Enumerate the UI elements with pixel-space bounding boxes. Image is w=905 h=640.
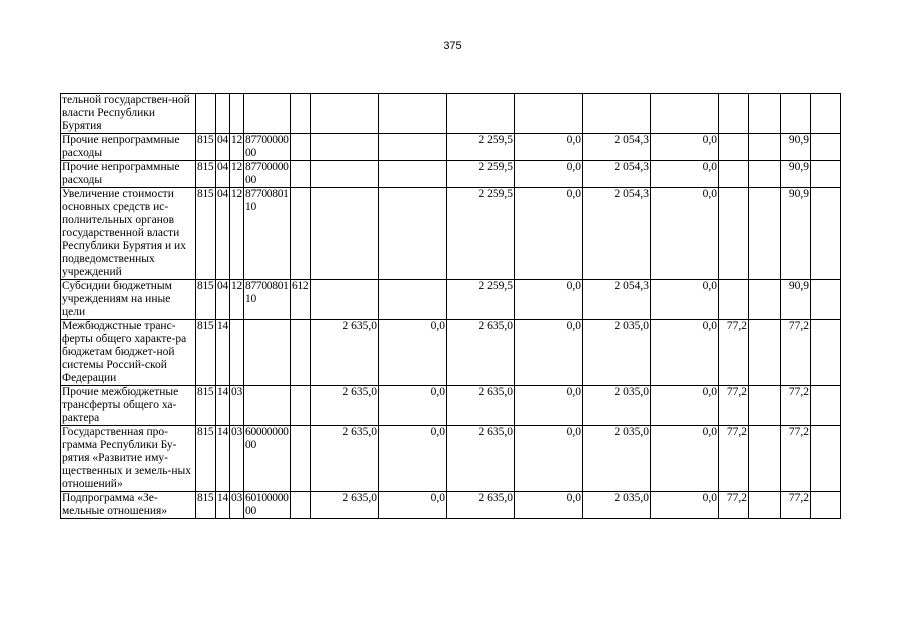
- cell-v3: 2 259,5: [447, 188, 515, 280]
- cell-v6: [651, 94, 719, 134]
- cell-v3: 2 635,0: [447, 492, 515, 519]
- cell-c3: [230, 320, 244, 386]
- cell-c3: 03: [230, 492, 244, 519]
- cell-c4: 8770080110: [244, 188, 291, 280]
- table-body: [61, 94, 841, 519]
- cell-v7: 77,2: [719, 386, 749, 426]
- cell-v5: 2 035,0: [583, 320, 651, 386]
- cell-v1: 2 635,0: [311, 386, 379, 426]
- cell-v3: 2 635,0: [447, 320, 515, 386]
- cell-c5: [291, 134, 311, 161]
- cell-pad: [749, 320, 781, 386]
- cell-c1: 815: [196, 386, 216, 426]
- cell-pad: [749, 188, 781, 280]
- cell-v6: 0,0: [651, 280, 719, 320]
- cell-pad: [749, 280, 781, 320]
- cell-tail: [811, 320, 841, 386]
- cell-name: Прочие непрограммные расходы: [61, 134, 196, 161]
- cell-name: Государственная про-грамма Республики Бу-рятия «Развитие иму-щественных и земель-ных отношений»: [61, 426, 196, 492]
- cell-c1: 815: [196, 188, 216, 280]
- cell-v4: 0,0: [515, 386, 583, 426]
- cell-pad: [749, 492, 781, 519]
- cell-v5: 2 035,0: [583, 426, 651, 492]
- cell-tail: [811, 134, 841, 161]
- cell-name: Прочие непрограммные расходы: [61, 161, 196, 188]
- cell-tail: [811, 492, 841, 519]
- cell-v9: 77,2: [781, 426, 811, 492]
- cell-c4: [244, 320, 291, 386]
- cell-pad: [749, 94, 781, 134]
- cell-c2: 14: [216, 320, 230, 386]
- cell-c5: [291, 492, 311, 519]
- cell-c4: 8770080110: [244, 280, 291, 320]
- cell-c2: 04: [216, 280, 230, 320]
- cell-c2: 04: [216, 188, 230, 280]
- cell-c4: 6010000000: [245, 492, 289, 517]
- cell-c4: 6000000000: [244, 426, 291, 492]
- cell-v7: 77,2: [719, 320, 749, 386]
- cell-v1: 2 635,0: [311, 320, 379, 386]
- cell-pad: [749, 386, 781, 426]
- cell-v4: 0,0: [515, 188, 583, 280]
- cell-c5: [291, 94, 311, 134]
- cell-c2: [216, 94, 230, 134]
- cell-v9: 77,2: [781, 386, 811, 426]
- cell-v1: [311, 188, 379, 280]
- cell-v4: [515, 94, 583, 134]
- cell-c1: 815: [196, 320, 216, 386]
- cell-v4: 0,0: [515, 426, 583, 492]
- cell-v7: 77,2: [719, 492, 749, 519]
- cell-c5: [291, 386, 311, 426]
- table-row: [61, 188, 841, 280]
- cell-v2: [379, 134, 447, 161]
- cell-c2: 04: [216, 161, 230, 188]
- cell-c3: 03: [230, 386, 244, 426]
- cell-v5: 2 054,3: [583, 280, 651, 320]
- cell-v2: 0,0: [379, 386, 447, 426]
- cell-c3: 12: [230, 134, 244, 161]
- cell-c4: 8770000000: [245, 134, 289, 159]
- cell-v7: [719, 134, 749, 161]
- cell-v5: 2 035,0: [583, 386, 651, 426]
- cell-c1: 815: [196, 492, 216, 519]
- cell-c1: 815: [196, 280, 216, 320]
- cell-v3: 2 259,5: [447, 161, 515, 188]
- cell-c1: 815: [196, 161, 216, 188]
- cell-c2: 14: [216, 426, 230, 492]
- cell-c3: 12: [230, 188, 244, 280]
- cell-c4: [244, 386, 291, 426]
- cell-v7: [719, 94, 749, 134]
- cell-name: Подпрограмма «Зе-мельные отношения»: [61, 492, 196, 519]
- cell-v2: 0,0: [379, 320, 447, 386]
- cell-v4: 0,0: [515, 320, 583, 386]
- cell-tail: [811, 426, 841, 492]
- cell-c5: [291, 188, 311, 280]
- cell-v7: 77,2: [719, 426, 749, 492]
- cell-v3: [447, 94, 515, 134]
- cell-v9: 90,9: [781, 280, 811, 320]
- cell-v7: [719, 188, 749, 280]
- cell-c1: 815: [196, 426, 216, 492]
- cell-tail: [811, 161, 841, 188]
- cell-v1: [311, 161, 379, 188]
- cell-v6: 0,0: [651, 320, 719, 386]
- cell-c3: 12: [230, 161, 244, 188]
- cell-v2: [379, 94, 447, 134]
- cell-name: Прочие межбюджетные трансферты общего ха-рактера: [61, 386, 196, 426]
- cell-c5: [291, 426, 311, 492]
- cell-c1: 815: [196, 134, 216, 161]
- cell-v1: 2 635,0: [311, 426, 379, 492]
- table-row: [61, 492, 841, 519]
- cell-v9: 90,9: [781, 134, 811, 161]
- cell-v2: 0,0: [379, 492, 447, 519]
- cell-v4: 0,0: [515, 492, 583, 519]
- cell-v7: [719, 280, 749, 320]
- cell-v6: 0,0: [651, 134, 719, 161]
- budget-table: [60, 93, 841, 519]
- cell-name: Межбюджстные транс-ферты общего характе-ра бюджетам бюджет-ной системы Россий-ской Федерации: [61, 320, 196, 386]
- table-row: [61, 134, 841, 161]
- cell-v1: [311, 280, 379, 320]
- cell-v4: 0,0: [515, 280, 583, 320]
- cell-tail: [811, 94, 841, 134]
- cell-c4: [244, 94, 291, 134]
- cell-v5: 2 054,3: [583, 188, 651, 280]
- table-row: [61, 320, 841, 386]
- cell-c3: 03: [230, 426, 244, 492]
- cell-v5: 2 054,3: [583, 161, 651, 188]
- table-row: [61, 94, 841, 134]
- cell-c1: [196, 94, 216, 134]
- cell-v9: 77,2: [781, 320, 811, 386]
- cell-tail: [811, 188, 841, 280]
- cell-v7: [719, 161, 749, 188]
- cell-tail: [811, 386, 841, 426]
- cell-v5: 2 035,0: [583, 492, 651, 519]
- cell-name: Субсидии бюджетным учреждениям на иные цели: [61, 280, 196, 320]
- cell-v3: 2 259,5: [447, 280, 515, 320]
- cell-v1: [311, 134, 379, 161]
- cell-pad: [749, 161, 781, 188]
- table-row: [61, 426, 841, 492]
- cell-c5: [291, 320, 311, 386]
- cell-v5: [583, 94, 651, 134]
- cell-v6: 0,0: [651, 386, 719, 426]
- cell-name: Увеличение стоимости основных средств ис-полнительных органов государственной власти Республики Бурятия и их подведомственных учреждений: [61, 188, 196, 280]
- cell-pad: [749, 134, 781, 161]
- cell-v3: 2 635,0: [447, 426, 515, 492]
- cell-v6: 0,0: [651, 426, 719, 492]
- cell-v1: 2 635,0: [311, 492, 379, 519]
- cell-c5: 612: [291, 280, 311, 320]
- cell-c2: 14: [216, 492, 230, 519]
- cell-v6: 0,0: [651, 492, 719, 519]
- page-number: 375: [443, 40, 462, 52]
- cell-v2: [379, 280, 447, 320]
- cell-c4: 8770000000: [245, 161, 289, 186]
- cell-c5: [291, 161, 311, 188]
- table-row: [61, 161, 841, 188]
- cell-v1: [311, 94, 379, 134]
- cell-c2: 04: [216, 134, 230, 161]
- cell-c3: 12: [230, 280, 244, 320]
- cell-v3: 2 635,0: [447, 386, 515, 426]
- cell-v9: 77,2: [781, 492, 811, 519]
- cell-tail: [811, 280, 841, 320]
- cell-v4: 0,0: [515, 161, 583, 188]
- cell-v5: 2 054,3: [583, 134, 651, 161]
- cell-v9: 90,9: [781, 161, 811, 188]
- cell-v3: 2 259,5: [447, 134, 515, 161]
- cell-v2: [379, 188, 447, 280]
- cell-v2: 0,0: [379, 426, 447, 492]
- cell-v6: 0,0: [651, 161, 719, 188]
- cell-c3: [230, 94, 244, 134]
- cell-v6: 0,0: [651, 188, 719, 280]
- cell-name: тельной государствен-ной власти Республики Бурятия: [61, 94, 196, 134]
- table-row: [61, 280, 841, 320]
- cell-v2: [379, 161, 447, 188]
- cell-c2: 14: [216, 386, 230, 426]
- table-row: [61, 386, 841, 426]
- cell-v4: 0,0: [515, 134, 583, 161]
- cell-v9: 90,9: [781, 188, 811, 280]
- cell-pad: [749, 426, 781, 492]
- cell-v9: [781, 94, 811, 134]
